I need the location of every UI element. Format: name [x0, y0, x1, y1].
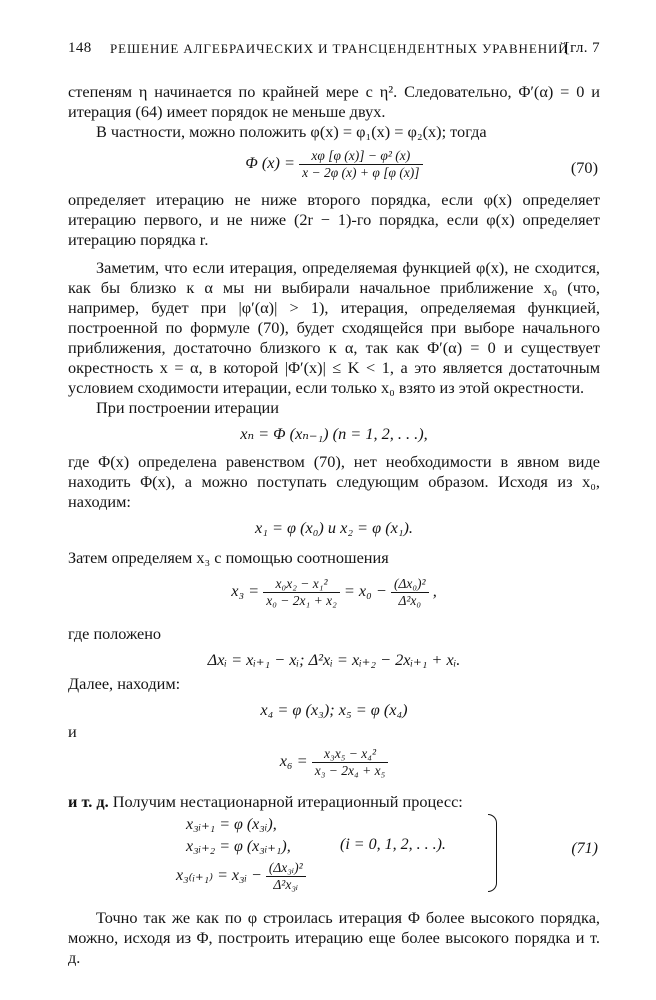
running-title: РЕШЕНИЕ АЛГЕБРАИЧЕСКИХ И ТРАНСЦЕНДЕНТНЫХ УРАВНЕНИЙ [110, 41, 569, 56]
page-number: 148 [68, 40, 92, 56]
x3-denominator-2: Δ²x₀ [398, 593, 422, 608]
system-brace [488, 814, 497, 892]
x3-denominator: x₀ − 2x₁ + x₂ [266, 593, 337, 608]
system-row-3-denominator: Δ²x₃ᵢ [273, 877, 299, 892]
equation-x4-x5: x₄ = φ (x₃); x₅ = φ (x₄) [260, 700, 408, 719]
system-row-1: x₃ᵢ₊₁ = φ (x₃ᵢ), [186, 816, 277, 833]
chapter-label: [гл. 7 [564, 40, 600, 56]
system-row-3 [176, 860, 306, 893]
running-header [68, 40, 600, 66]
equation-x1-x2: x₁ = φ (x₀) и x₂ = φ (x₁). [255, 518, 413, 537]
system-row-2: x₃ᵢ₊₂ = φ (x₃ᵢ₊₁), [186, 838, 291, 855]
x3-comma: , [432, 581, 437, 601]
x3-fraction [263, 576, 340, 609]
paragraph-7: Затем определяем x₃ с помощью соотношения [68, 548, 389, 567]
x3-lhs: x₃ = [231, 581, 260, 601]
x3-numerator-2: (Δx₀)² [391, 576, 429, 593]
paragraph-4: Заметим, что если итерация, определяемая функцией φ(x), не сходится, как бы близко к α мы ни выбирали начальное приближение x₀ (что, например, будет при |φ′(α)| > 1), итерация, определяемая функцией, построенной по формуле (70), будет сходящейся при выборе начального приближения, достаточно близкого к α, так как Φ′(α) = 0 и существует окрестность x = α, в которой |Φ′(x)| ≤ K < 1, а это является достаточным условием сходимости итерации, если только x₀ взято из этой окрестности. [68, 258, 600, 397]
x3-numerator: x₀x₂ − x₁² [263, 576, 340, 593]
paragraph-8: где положено [68, 624, 162, 643]
system-row-3-numerator: (Δx₃ᵢ)² [266, 860, 306, 877]
system-row-3-lhs: x₃₍ᵢ₊₁₎ = x₃ᵢ − [176, 867, 262, 885]
x3-mid: = x₀ − [343, 581, 387, 601]
system-row-3-fraction [266, 860, 306, 893]
eq70-numerator: xφ [φ (x)] − φ² (x) [299, 148, 422, 165]
equation-x3 [68, 576, 600, 620]
x3-fraction-2 [391, 576, 429, 609]
equation-x6 [68, 746, 600, 786]
paragraph-11-text: Получим нестационарной итерационный процесс: [112, 792, 463, 811]
equation-70 [68, 146, 600, 190]
equation-71-system [68, 812, 600, 894]
paragraph-6: где Φ(x) определена равенством (70), нет необходимости в явном виде находить Φ(x), а можно поступать следующим образом. Исходя из x₀, находим: [68, 452, 600, 511]
eq70-lhs: Φ (x) = [245, 153, 296, 173]
x6-lhs: x₆ = [279, 751, 308, 771]
paragraph-1: степеням η начинается по крайней мере с η². Следовательно, Φ′(α) = 0 и итерация (64) имеет порядок не меньше двух. [68, 82, 600, 121]
paragraph-9: Далее, находим: [68, 674, 181, 693]
eq70-tag: (70) [570, 158, 598, 177]
eq70-denominator: x − 2φ (x) + φ [φ (x)] [302, 165, 420, 180]
paragraph-5: При построении итерации [96, 398, 279, 417]
x6-numerator: x₃x₅ − x₄² [312, 746, 389, 763]
book-page [68, 40, 600, 968]
x6-denominator: x₃ − 2x₄ + x₅ [314, 763, 386, 778]
eq70-fraction [299, 148, 422, 181]
x6-fraction [312, 746, 389, 779]
paragraph-11 [68, 792, 600, 812]
paragraph-10: и [68, 722, 77, 741]
equation-iteration: xₙ = Φ (xₙ₋₁) (n = 1, 2, . . .), [240, 424, 428, 443]
eq71-tag: (71) [571, 840, 598, 857]
paragraph-12: Точно так же как по φ строилась итерация Φ более высокого порядка, можно, исходя из Φ, построить итерацию еще более высокого порядка и т. д. [68, 908, 600, 967]
paragraph-2: В частности, можно положить φ(x) = φ₁(x) = φ₂(x); тогда [96, 122, 487, 141]
system-condition: (i = 0, 1, 2, . . .). [340, 836, 446, 853]
paragraph-3: определяет итерацию не ниже второго порядка, если φ(x) определяет итерацию первого, и не ниже (2r − 1)-го порядка, если φ(x) определяет итерацию порядка r. [68, 190, 600, 249]
equation-deltas: Δxᵢ = xᵢ₊₁ − xᵢ; Δ²xᵢ = xᵢ₊₂ − 2xᵢ₊₁ + xᵢ. [207, 650, 461, 669]
paragraph-11-lead: и т. д. [68, 792, 109, 811]
